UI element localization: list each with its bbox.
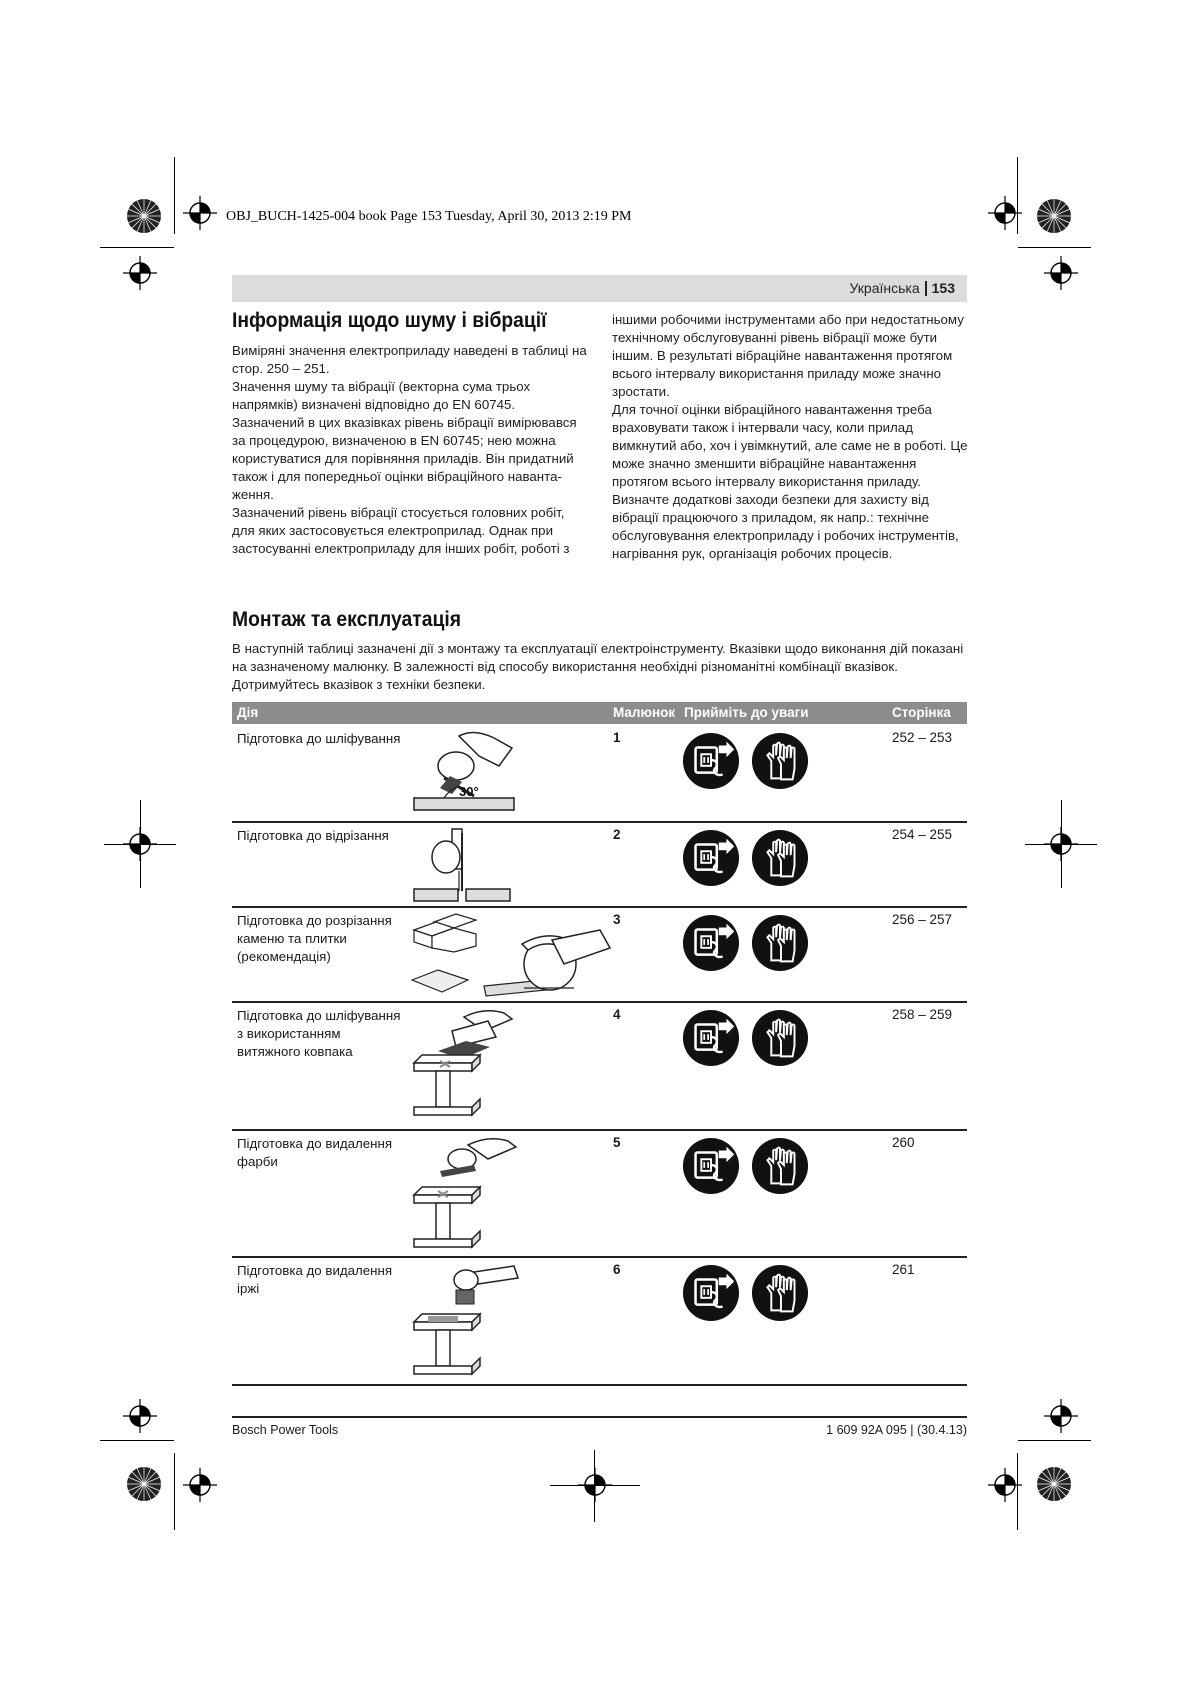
page-number: 153 [931, 280, 955, 296]
paint-removal-illustration [404, 1131, 584, 1258]
registration-mark-icon [988, 1468, 1022, 1502]
table-row [232, 726, 967, 823]
table-row [232, 1003, 967, 1131]
noise-right-column [612, 311, 968, 563]
footer-doc-number: 1 609 92A 095 | (30.4.13) [826, 1423, 967, 1437]
unplug-icon [682, 829, 740, 887]
cutting-illustration [404, 823, 584, 908]
figure-number: 1 [613, 730, 621, 745]
column-header-figure: Малюнок [613, 705, 676, 720]
gloves-icon [751, 829, 809, 887]
registration-mark-icon [1044, 256, 1078, 290]
color-target-icon [1036, 1466, 1072, 1502]
registration-mark-icon [183, 196, 217, 230]
paragraph: Виміряні значення електроприладу наведені в таблиці на стор. 250 – 251. [232, 343, 587, 376]
registration-mark-icon [988, 196, 1022, 230]
page-reference: 258 – 259 [892, 1007, 953, 1022]
page-reference: 252 – 253 [892, 730, 953, 745]
action-text: Підготовка до розрізання каменю та плитки (рекомендація) [237, 913, 392, 964]
print-meta: OBJ_BUCH-1425-004 book Page 153 Tuesday, April 30, 2013 2:19 PM [226, 209, 632, 224]
page-header [232, 275, 967, 302]
crop-mark [550, 1485, 640, 1486]
figure-number: 3 [613, 912, 621, 927]
page-reference: 261 [892, 1262, 915, 1277]
footer-brand: Bosch Power Tools [232, 1423, 339, 1437]
crop-mark [174, 157, 175, 234]
stone-cutting-illustration [404, 908, 624, 1003]
color-target-icon [126, 198, 162, 234]
registration-mark-icon [183, 1468, 217, 1502]
figure-number: 4 [613, 1007, 621, 1022]
table-row [232, 908, 967, 1003]
paragraph: іншими робочими інструментами або при недостатньому технічному обслуговуванні рівень вібрації може бути іншим. В результаті вібраційне навантаження протягом всього інтервалу використання приладу може значно зростати. [612, 312, 964, 399]
grinding-illustration [404, 726, 584, 821]
page-reference: 256 – 257 [892, 912, 953, 927]
paragraph: Для точної оцінки вібраційного навантаження треба враховувати також і інтервали часу, коли прилад вимкнутий або, хоч і увімкнутий, але саме не в роботі. Це може значно зменшити вібраційне навантаження протягом всього інтервалу використання приладу. [612, 402, 968, 489]
crop-mark [1018, 247, 1091, 248]
unplug-icon [682, 1264, 740, 1322]
assembly-heading: Монтаж та експлуатація [232, 608, 461, 631]
registration-mark-icon [123, 1399, 157, 1433]
crop-mark [104, 844, 176, 845]
table-row [232, 1131, 967, 1258]
gloves-icon [751, 1009, 809, 1067]
paragraph: Зазначений в цих вказівках рівень вібрації вимірювався за процедурою, визначеною в EN 60745; нею можна користуватися для порівняння приладів. Він придатний також і для попередньої оцінки вібраційного наванта-ження. [232, 415, 577, 502]
crop-mark [1025, 844, 1097, 845]
table-row [232, 1258, 967, 1386]
unplug-icon [682, 914, 740, 972]
column-header-action: Дія [237, 705, 259, 720]
page-reference: 260 [892, 1135, 915, 1150]
registration-mark-icon [1044, 1399, 1078, 1433]
dust-hood-illustration [404, 1003, 584, 1131]
noise-left-column [232, 342, 587, 558]
paragraph: Визначте додаткові заходи безпеки для захисту від вібрації працюючого з приладом, як напр.: технічне обслуговування електроприладу і робочих інструментів, нагрівання рук, організація робочих процесів. [612, 492, 959, 561]
crop-mark [594, 1450, 595, 1522]
crop-mark [100, 1440, 174, 1441]
unplug-icon [682, 732, 740, 790]
action-text: Підготовка до видалення іржі [237, 1263, 393, 1296]
action-text: Підготовка до відрізання [237, 828, 389, 843]
column-header-note: Прийміть до уваги [684, 705, 809, 720]
action-text: Підготовка до видалення фарби [237, 1136, 393, 1169]
column-header-page: Сторінка [892, 705, 951, 720]
action-text: Підготовка до шліфування [237, 731, 401, 746]
gloves-icon [751, 732, 809, 790]
figure-number: 5 [613, 1135, 621, 1150]
table-header [232, 702, 967, 724]
registration-mark-icon [123, 256, 157, 290]
paragraph: Зазначений рівень вібрації стосується головних робіт, для яких застосовується електроприлад. Однак при застосуванні електроприладу для інших робіт, роботі з [232, 505, 570, 556]
footer-divider [232, 1416, 967, 1418]
gloves-icon [751, 1137, 809, 1195]
action-text: Підготовка до шліфування з використанням витяжного ковпака [237, 1008, 401, 1059]
crop-mark [174, 1453, 175, 1530]
figure-number: 6 [613, 1262, 621, 1277]
row-divider [232, 1384, 967, 1386]
page-reference: 254 – 255 [892, 827, 953, 842]
figure-number: 2 [613, 827, 621, 842]
angle-label: 30° [459, 784, 479, 799]
color-target-icon [1036, 198, 1072, 234]
unplug-icon [682, 1137, 740, 1195]
crop-mark [1018, 1440, 1091, 1441]
gloves-icon [751, 914, 809, 972]
crop-mark [100, 247, 174, 248]
gloves-icon [751, 1264, 809, 1322]
header-language: Українська [849, 280, 920, 296]
color-target-icon [126, 1466, 162, 1502]
unplug-icon [682, 1009, 740, 1067]
assembly-intro: В наступній таблиці зазначені дії з монтажу та експлуатації електроінструменту. Вказівки щодо виконання дій показані на зазначеному малюнку. В залежності від способу використання необхідні різноманітні комбінації вказівок. Дотримуйтесь вказівок з техніки безпеки. [232, 641, 964, 692]
table-row [232, 823, 967, 908]
header-separator [925, 281, 927, 296]
rust-removal-illustration [404, 1258, 584, 1386]
noise-heading: Інформація щодо шуму і вібрації [232, 309, 547, 332]
paragraph: Значення шуму та вібрації (векторна сума трьох напрямків) визначені відповідно до EN 60745. [232, 379, 531, 412]
